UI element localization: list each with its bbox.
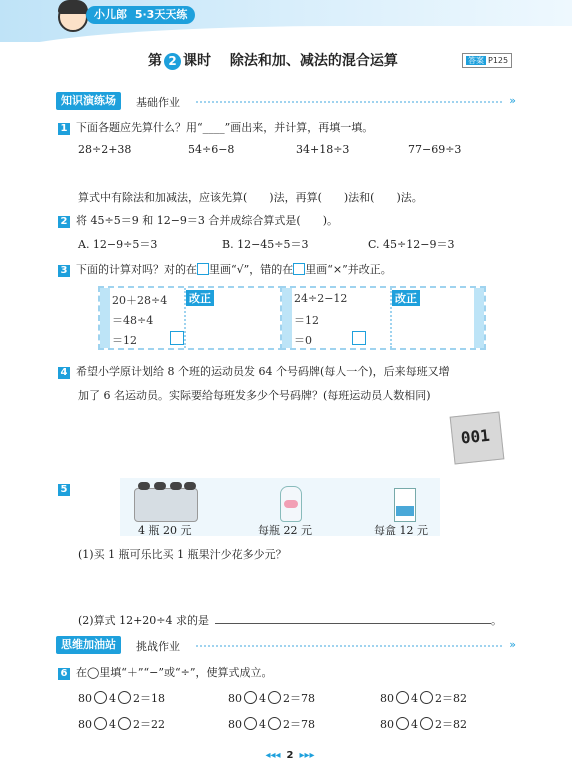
result: ＝22: [140, 718, 165, 731]
question-number: 2: [58, 216, 70, 228]
operand: 80: [380, 692, 394, 705]
cola-pack-icon: [134, 488, 198, 522]
question-6: [58, 664, 273, 680]
bottle-cap-icon: [184, 482, 196, 490]
section-label: 知识演练场: [56, 92, 121, 110]
operator-circle[interactable]: [244, 691, 257, 704]
section-challenge: [56, 636, 516, 654]
correction-label: 改正: [186, 290, 214, 306]
number-tag-image: [450, 412, 505, 465]
price-cola: 4 瓶 20 元: [138, 524, 192, 537]
answer-reference[interactable]: [462, 53, 512, 68]
q6-item: [228, 690, 315, 706]
operand: 80: [228, 692, 242, 705]
operand: 4: [259, 692, 266, 705]
brand-badge: [86, 6, 195, 24]
page-footer: [245, 750, 335, 761]
brand-name: 小儿郎: [94, 8, 127, 21]
q1-expr-4: 77−69÷3: [408, 143, 462, 156]
operator-circle[interactable]: [244, 717, 257, 730]
operand: 4: [411, 692, 418, 705]
operand: 80: [228, 718, 242, 731]
question-4-line2: 加了 6 名运动员。实际要给每班发多少个号码牌？(每班运动员人数相同): [78, 389, 431, 402]
operator-circle[interactable]: [396, 691, 409, 704]
operand: 4: [109, 718, 116, 731]
question-text: 下面各题应先算什么？用“____”画出来，并计算，再填一填。: [76, 121, 374, 134]
question-1: [58, 119, 373, 135]
operator-circle[interactable]: [268, 691, 281, 704]
section-label: 思维加油站: [56, 636, 121, 654]
q2-option-b[interactable]: B. 12−45÷5＝3: [222, 238, 309, 251]
calc-line: ＝12: [294, 314, 319, 327]
operand: 4: [259, 718, 266, 731]
operator-circle[interactable]: [118, 717, 131, 730]
answer-line[interactable]: [215, 623, 491, 624]
calc-line: 20＋28÷4: [112, 294, 168, 307]
question-3: [58, 261, 392, 277]
q1-expr-3: 34+18÷3: [296, 143, 350, 156]
lesson-topic: 除法和加、减法的混合运算: [229, 53, 398, 69]
q1-fill-blank[interactable]: 算式中有除法和加减法，应该先算( )法，再算( )法和( )法。: [78, 191, 423, 204]
right-arrows-icon: ▸▸▸: [299, 750, 315, 761]
result: ＝78: [290, 718, 315, 731]
operator-circle[interactable]: [118, 691, 131, 704]
question-number: 1: [58, 123, 70, 135]
operator-circle[interactable]: [396, 717, 409, 730]
answer-label: 答案: [468, 56, 484, 65]
answer-page: P125: [488, 56, 509, 65]
milk-carton-icon: [394, 488, 416, 522]
question-number: 5: [58, 484, 70, 496]
bottle-cap-icon: [170, 482, 182, 490]
operand: 4: [411, 718, 418, 731]
question-text-b: 里画“√”，错的在: [209, 263, 294, 276]
operand: 2: [283, 692, 290, 705]
operand: 2: [283, 718, 290, 731]
q2-option-c[interactable]: C. 45÷12−9＝3: [368, 238, 455, 251]
page-number: 2: [286, 750, 294, 761]
question-5: [58, 482, 76, 496]
result: ＝82: [442, 692, 467, 705]
operand: 2: [133, 692, 140, 705]
tag-number: 001: [459, 425, 491, 448]
calc-line: ＝48÷4: [112, 314, 154, 327]
left-arrows-icon: ◂◂◂: [265, 750, 281, 761]
question-4: [58, 363, 450, 379]
correction-box-1: [98, 286, 304, 350]
q5-sub2: [78, 612, 502, 628]
q2-option-a[interactable]: A. 12−9÷5＝3: [78, 238, 158, 251]
question-text-c: 里画“×”并改正。: [305, 263, 392, 276]
lesson-title: [148, 50, 398, 70]
correction-box-2: [280, 286, 486, 350]
answer-checkbox[interactable]: [170, 331, 184, 345]
question-2: [58, 212, 338, 228]
operand: 2: [435, 692, 442, 705]
double-chevron-icon: »: [509, 94, 516, 107]
operator-circle[interactable]: [420, 717, 433, 730]
q1-expr-2: 54÷6−8: [188, 143, 235, 156]
operator-circle[interactable]: [94, 717, 107, 730]
section-sub: 挑战作业: [136, 640, 180, 653]
milk-label-icon: [396, 506, 414, 516]
question-number: 3: [58, 265, 70, 277]
section-basic: [56, 92, 516, 110]
mascot-hair-icon: [58, 0, 88, 14]
price-juice: 每瓶 22 元: [258, 524, 312, 537]
check-box-icon: [293, 263, 305, 275]
section-divider: [196, 645, 502, 647]
operator-circle[interactable]: [94, 691, 107, 704]
operand: 80: [78, 718, 92, 731]
result: ＝18: [140, 692, 165, 705]
operator-circle[interactable]: [420, 691, 433, 704]
q6-item: [228, 716, 315, 732]
series-name: 5·3天天练: [134, 8, 188, 21]
q5-sub1: (1)买 1 瓶可乐比买 1 瓶果汁少花多少元？: [78, 548, 287, 561]
operand: 2: [133, 718, 140, 731]
q5-sub2-text: (2)算式 12+20÷4 求的是: [78, 614, 210, 627]
result: ＝82: [442, 718, 467, 731]
question-text-a: 下面的计算对吗？对的在: [76, 263, 197, 276]
question-number: 6: [58, 668, 70, 680]
q6-item: [78, 690, 165, 706]
question-number: 4: [58, 367, 70, 379]
price-milk: 每盒 12 元: [374, 524, 428, 537]
q5-sub2-end: 。: [491, 614, 503, 627]
juice-label-icon: [284, 500, 298, 508]
answer-checkbox[interactable]: [352, 331, 366, 345]
result: ＝78: [290, 692, 315, 705]
operand: 80: [78, 692, 92, 705]
section-divider: [196, 101, 502, 103]
question-text: 在◯里填“＋”“−”或“÷”，使算式成立。: [76, 666, 273, 679]
bottle-cap-icon: [138, 482, 150, 490]
question-text: 希望小学原计划给 8 个班的运动员发 64 个号码牌(每人一个)，后来每班又增: [76, 365, 450, 378]
section-sub: 基础作业: [136, 96, 180, 109]
lesson-number: 2: [164, 53, 181, 70]
q6-item: [78, 716, 165, 732]
operand: 80: [380, 718, 394, 731]
operand: 4: [109, 692, 116, 705]
q1-expr-1: 28÷2+38: [78, 143, 132, 156]
q6-item: [380, 716, 467, 732]
operator-circle[interactable]: [268, 717, 281, 730]
lesson-prefix: 第: [148, 53, 162, 69]
calc-line: ＝0: [294, 334, 312, 347]
check-box-icon: [197, 263, 209, 275]
calc-line: ＝12: [112, 334, 137, 347]
calc-line: 24÷2−12: [294, 292, 348, 305]
q6-item: [380, 690, 467, 706]
question-text[interactable]: 将 45÷5＝9 和 12−9＝3 合并成综合算式是( )。: [76, 214, 338, 227]
lesson-suffix: 课时: [183, 53, 211, 69]
correction-label: 改正: [392, 290, 420, 306]
double-chevron-icon: »: [509, 638, 516, 651]
operand: 2: [435, 718, 442, 731]
bottle-cap-icon: [154, 482, 166, 490]
